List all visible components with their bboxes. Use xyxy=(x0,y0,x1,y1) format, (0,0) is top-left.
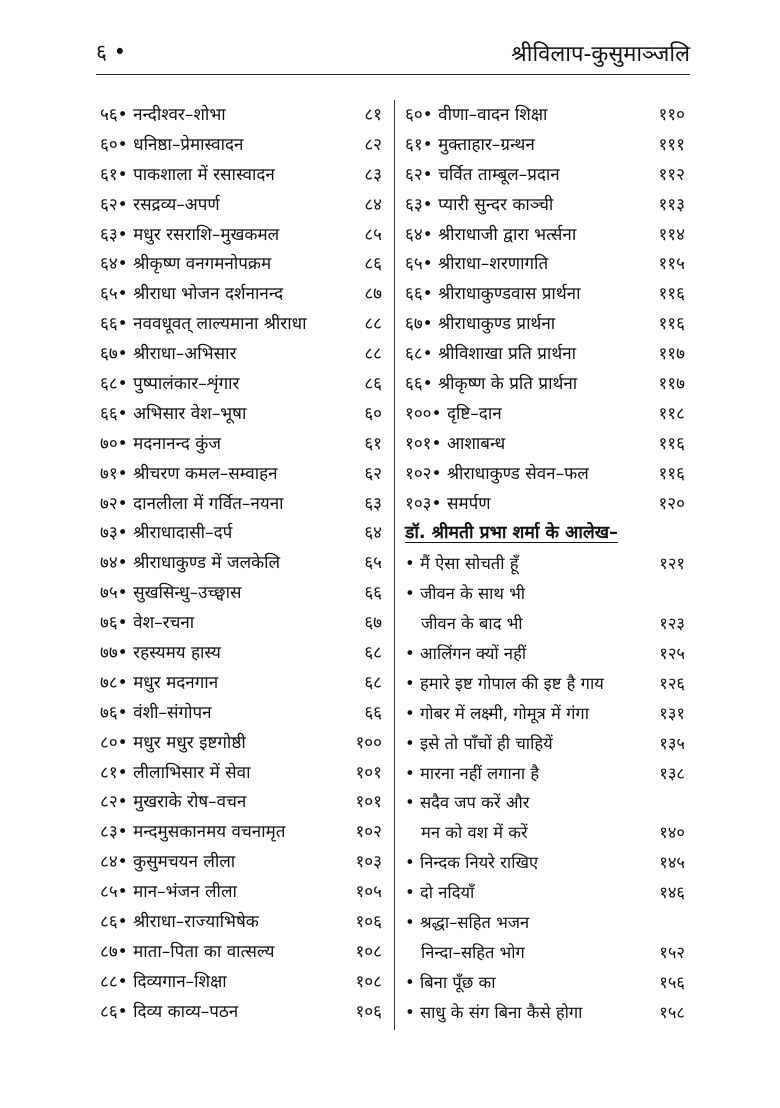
entry-page-number: १५२ xyxy=(659,942,685,962)
entry-title: ७७• रहस्यमय हास्य xyxy=(100,643,221,664)
entry-title: ६२• रसद्रव्य–अपर्ण xyxy=(100,194,220,215)
toc-entry xyxy=(405,669,685,699)
entry-page-number: १०२ xyxy=(355,822,382,843)
entry-page-number: ११३ xyxy=(658,194,685,215)
toc-entry xyxy=(405,699,685,729)
entry-page-number: ८३ xyxy=(364,164,382,185)
toc-entry xyxy=(100,250,382,280)
entry-title: • हमारे इष्ट गोपाल की इष्ट है गाय xyxy=(405,673,604,693)
column-divider xyxy=(394,100,395,1030)
entry-page-number: १२६ xyxy=(659,673,685,693)
entry-title: ७६• वंशी–संगोपन xyxy=(100,702,212,723)
entry-title: • सदैव जप करें और xyxy=(405,793,530,813)
entry-page-number: ६० xyxy=(364,403,382,424)
toc-entry xyxy=(405,908,685,938)
entry-page-number: ११२ xyxy=(658,164,685,185)
entry-title: ७५• सुखसिन्धु–उच्छ्वास xyxy=(100,583,242,604)
entry-page-number: ६६ xyxy=(364,702,382,723)
entry-title: ७८• मधुर मदनगान xyxy=(100,672,219,693)
entry-page-number: १०८ xyxy=(355,941,382,962)
entry-page-number: ६२ xyxy=(364,463,382,484)
entry-page-number: १२१ xyxy=(659,554,685,574)
entry-page-number: ८४ xyxy=(364,194,382,215)
entry-title: ६३• प्यारी सुन्दर काञ्ची xyxy=(405,194,554,215)
toc-entry xyxy=(100,400,382,430)
toc-entry xyxy=(405,460,685,490)
toc-entry xyxy=(100,878,382,908)
chapter-list xyxy=(405,101,685,519)
toc-entry xyxy=(100,460,382,490)
entry-page-number: ११६ xyxy=(658,314,685,335)
toc-entry xyxy=(405,818,685,848)
entry-title: ६५• श्रीराधा भोजन दर्शनानन्द xyxy=(100,284,284,305)
entry-page-number: १०३ xyxy=(355,852,382,873)
entry-title: • इसे तो पाँचों ही चाहियें xyxy=(405,733,553,753)
entry-title: ७४• श्रीराधाकुण्ड में जलकेलि xyxy=(100,553,281,574)
toc-entry xyxy=(405,549,685,579)
entry-title: • दो नदियाँ xyxy=(405,883,475,903)
entry-title: ७०• मदनानन्द कुंज xyxy=(100,433,221,454)
running-title: श्रीविलाप-कुसुमाञ्जलि xyxy=(511,42,690,67)
entry-page-number: ८६ xyxy=(364,254,382,275)
toc-entry xyxy=(405,729,685,759)
entry-title: ८३• मन्दमुसकानमय वचनामृत xyxy=(100,822,286,843)
toc-entry xyxy=(405,221,685,251)
entry-title: • साधु के संग बिना कैसे होगा xyxy=(405,1002,583,1022)
toc-entry xyxy=(100,579,382,609)
toc-entry xyxy=(100,968,382,998)
entry-title: जीवन के बाद भी xyxy=(421,614,523,634)
entry-page-number: १०६ xyxy=(355,1001,382,1022)
entry-title: ८५• मान–भंजन लीला xyxy=(100,882,237,903)
entry-title: ६६• अभिसार वेश–भूषा xyxy=(100,403,247,424)
toc-entry xyxy=(405,968,685,998)
toc-entry xyxy=(100,340,382,370)
toc-entry xyxy=(100,310,382,340)
toc-entry xyxy=(405,878,685,908)
entry-title: ५६• नन्दीश्वर–शोभा xyxy=(100,105,226,125)
entry-page-number: ११६ xyxy=(658,463,685,484)
entry-title: १०१• आशाबन्ध xyxy=(405,433,506,454)
toc-entry xyxy=(100,818,382,848)
entry-title: ६६• श्रीराधाकुण्डवास प्रार्थना xyxy=(405,284,581,305)
toc-entry xyxy=(100,221,382,251)
entry-page-number: १३५ xyxy=(659,733,685,753)
toc-entry xyxy=(405,161,685,191)
entry-page-number: १४५ xyxy=(659,853,685,873)
entry-page-number: ११६ xyxy=(658,433,685,454)
entry-page-number: ६८ xyxy=(364,672,382,693)
toc-entry xyxy=(405,400,685,430)
entry-title: ६४• श्रीकृष्ण वनगमनोपक्रम xyxy=(100,254,272,275)
toc-entry xyxy=(405,370,685,400)
toc-entry xyxy=(405,430,685,460)
toc-entry xyxy=(405,639,685,669)
entry-page-number: १११ xyxy=(658,134,685,155)
entry-title: ८०• मधुर मधुर इष्टगोष्ठी xyxy=(100,732,246,753)
toc-entry xyxy=(100,370,382,400)
toc-entry xyxy=(405,938,685,968)
entry-title: • जीवन के साथ भी xyxy=(405,584,526,604)
entry-title: ६३• मधुर रसराशि–मुखकमल xyxy=(100,224,280,245)
entry-page-number: ८२ xyxy=(364,134,382,155)
entry-title: ६६• नववधूवत् लाल्यमाना श्रीराधा xyxy=(100,314,307,335)
entry-title: ७६• वेश–रचना xyxy=(100,613,195,634)
entry-title: १००• दृष्टि–दान xyxy=(405,403,502,424)
toc-entry xyxy=(405,131,685,161)
toc-entry xyxy=(100,639,382,669)
entry-title: ८७• माता–पिता का वात्सल्य xyxy=(100,941,275,962)
entry-title: ८८• दिव्यगान–शिक्षा xyxy=(100,971,227,992)
entry-page-number: १०५ xyxy=(355,882,382,903)
entry-title: • निन्दक नियरे राखिए xyxy=(405,853,539,873)
entry-page-number: ८८ xyxy=(364,314,382,335)
entry-title: १०२• श्रीराधाकुण्ड सेवन–फल xyxy=(405,463,589,484)
entry-page-number: १५८ xyxy=(659,1002,685,1022)
page-number: ६ • xyxy=(96,40,126,64)
entry-title: • मारना नहीं लगाना है xyxy=(405,763,540,783)
entry-page-number: ११५ xyxy=(658,254,685,275)
toc-entry xyxy=(100,101,382,131)
entry-title: • गोबर में लक्ष्मी, गोमूत्र में गंगा xyxy=(405,703,589,723)
entry-page-number: ६८ xyxy=(364,643,382,664)
entry-title: ७३• श्रीराधादासी–दर्प xyxy=(100,523,233,544)
entry-page-number: ११७ xyxy=(658,344,685,365)
entry-title: ६४• श्रीराधाजी द्वारा भर्त्सना xyxy=(405,224,577,245)
toc-entry xyxy=(100,788,382,818)
entry-page-number: ११७ xyxy=(658,374,685,395)
entry-page-number: १०० xyxy=(355,732,382,753)
toc-entry xyxy=(100,549,382,579)
entry-title: ८१• लीलाभिसार में सेवा xyxy=(100,762,251,783)
entry-page-number: ६४ xyxy=(364,523,382,544)
entry-page-number: ८१ xyxy=(364,105,382,125)
essays-heading-text: डॉ. श्रीमती प्रभा शर्मा के आलेख– xyxy=(405,523,618,544)
entry-page-number: ११६ xyxy=(658,284,685,305)
entry-page-number: १२३ xyxy=(659,614,685,634)
toc-entry xyxy=(405,250,685,280)
entry-title: ६८• पुष्पालंकार–शृंगार xyxy=(100,374,240,395)
toc-entry xyxy=(405,340,685,370)
entry-page-number: १४० xyxy=(659,823,685,843)
entry-title: ६०• वीणा–वादन शिक्षा xyxy=(405,105,548,125)
entry-title: ६१• पाकशाला में रसास्वादन xyxy=(100,164,275,185)
entry-title: १०३• समर्पण xyxy=(405,493,491,514)
entry-title: ६५• श्रीराधा–शरणागति xyxy=(405,254,549,275)
toc-entry xyxy=(100,908,382,938)
entry-title: • मैं ऐसा सोचती हूँ xyxy=(405,554,519,574)
toc-entry xyxy=(100,729,382,759)
toc-entry xyxy=(100,430,382,460)
entry-title: ८४• कुसुमचयन लीला xyxy=(100,852,236,873)
toc-entry xyxy=(100,161,382,191)
entry-page-number: ६७ xyxy=(364,613,382,634)
toc-entry xyxy=(100,759,382,789)
toc-entry xyxy=(100,490,382,520)
toc-entry xyxy=(100,669,382,699)
entry-page-number: ६३ xyxy=(364,493,382,514)
entry-title: ६१• मुक्ताहार–ग्रन्थन xyxy=(405,134,535,155)
toc-entry xyxy=(405,579,685,609)
toc-entry xyxy=(100,848,382,878)
entry-title: ८२• मुखराके रोष–वचन xyxy=(100,792,247,813)
page-header xyxy=(96,34,690,70)
entry-title: ६२• चर्वित ताम्बूल–प्रदान xyxy=(405,164,560,185)
entry-title: • बिना पूँछ का xyxy=(405,972,496,992)
entry-page-number: १०१ xyxy=(355,762,382,783)
essay-list xyxy=(405,549,685,1027)
toc-entry xyxy=(100,609,382,639)
entry-title: मन को वश में करें xyxy=(421,823,528,843)
toc-entry xyxy=(405,280,685,310)
entry-title: ८६• श्रीराधा–राज्याभिषेक xyxy=(100,912,259,933)
entry-page-number: १२० xyxy=(658,493,685,514)
entry-page-number: ८८ xyxy=(364,344,382,365)
entry-page-number: १०६ xyxy=(355,912,382,933)
toc-entry xyxy=(100,131,382,161)
toc-left-column xyxy=(100,101,382,1028)
entry-page-number: ८६ xyxy=(364,374,382,395)
entry-page-number: १३८ xyxy=(659,763,685,783)
toc-entry xyxy=(100,191,382,221)
toc-entry xyxy=(100,280,382,310)
entry-title: ६०• धनिष्ठा–प्रेमास्वादन xyxy=(100,134,244,155)
toc-entry xyxy=(405,101,685,131)
toc-entry xyxy=(405,310,685,340)
entry-title: निन्दा–सहित भोग xyxy=(421,942,525,962)
entry-page-number: १०१ xyxy=(355,792,382,813)
toc-entry xyxy=(405,759,685,789)
entry-page-number: ११० xyxy=(658,105,685,125)
header-rule xyxy=(96,74,690,75)
toc-entry xyxy=(100,699,382,729)
entry-page-number: ८५ xyxy=(364,224,382,245)
entry-page-number: १४६ xyxy=(659,883,685,903)
entry-title: • आलिंगन क्यों नहीं xyxy=(405,644,527,664)
toc-entry xyxy=(405,191,685,221)
entry-page-number: १०८ xyxy=(355,971,382,992)
toc-entry xyxy=(405,788,685,818)
entry-page-number: ६१ xyxy=(364,433,382,454)
toc-entry xyxy=(100,938,382,968)
entry-title: ६७• श्रीराधा–अभिसार xyxy=(100,344,237,365)
entry-page-number: ११४ xyxy=(658,224,685,245)
entry-title: ८६• दिव्य काव्य–पठन xyxy=(100,1001,239,1022)
essays-heading xyxy=(405,519,685,549)
entry-title: ६७• श्रीराधाकुण्ड प्रार्थना xyxy=(405,314,556,335)
entry-title: ६८• श्रीविशाखा प्रति प्रार्थना xyxy=(405,344,577,365)
entry-page-number: १२५ xyxy=(659,644,685,664)
entry-page-number: १५६ xyxy=(659,972,685,992)
toc-entry xyxy=(405,848,685,878)
entry-title: ७१• श्रीचरण कमल–सम्वाहन xyxy=(100,463,278,484)
toc-entry xyxy=(405,609,685,639)
entry-title: ७२• दानलीला में गर्वित–नयना xyxy=(100,493,284,514)
toc-entry xyxy=(405,998,685,1028)
toc-entry xyxy=(405,490,685,520)
entry-page-number: ६५ xyxy=(364,553,382,574)
toc-right-column xyxy=(405,101,685,1028)
entry-title: • श्रद्धा–सहित भजन xyxy=(405,913,530,933)
entry-page-number: ११८ xyxy=(658,403,685,424)
entry-page-number: ८७ xyxy=(364,284,382,305)
entry-page-number: १३१ xyxy=(659,703,685,723)
toc-entry xyxy=(100,998,382,1028)
entry-page-number: ६६ xyxy=(364,583,382,604)
toc-entry xyxy=(100,519,382,549)
entry-title: ६६• श्रीकृष्ण के प्रति प्रार्थना xyxy=(405,374,578,395)
